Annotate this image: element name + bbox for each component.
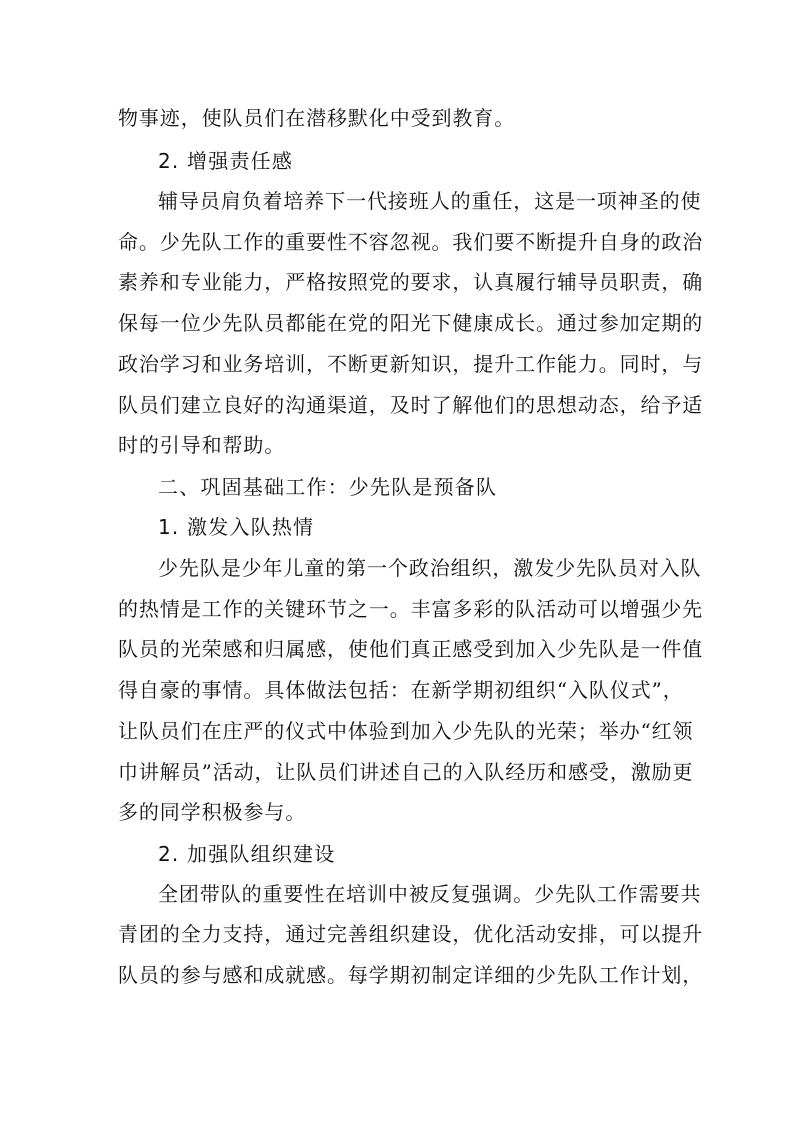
paragraph-line: 物事迹，使队员们在潜移默化中受到教育。 [118,106,516,130]
section-heading: 2. 增强责任感 [158,149,294,173]
paragraph-line: 辅导员肩负着培养下一代接班人的重任，这是一项神圣的使 [158,189,702,213]
paragraph-line: 青团的全力支持，通过完善组织建设，优化活动安排，可以提升 [118,922,704,946]
paragraph-line: 全团带队的重要性在培训中被反复强调。少先队工作需要共 [158,882,702,906]
paragraph-line: 队员的光荣感和归属感，使他们真正感受到加入少先队是一件值 [118,637,704,661]
paragraph-line: 队员的参与感和成就感。每学期初制定详细的少先队工作计划， [118,963,704,987]
subsection-heading: 1. 激发入队热情 [158,515,315,539]
paragraph-line: 素养和专业能力，严格按照党的要求，认真履行辅导员职责，确 [118,270,704,294]
paragraph-line: 保每一位少先队员都能在党的阳光下健康成长。通过参加定期的 [118,311,704,335]
paragraph-line: 巾讲解员”活动，让队员们讲述自己的入队经历和感受，激励更 [118,760,694,784]
paragraph-line: 少先队是少年儿童的第一个政治组织，激发少先队员对入队 [158,556,702,580]
paragraph-line: 多的同学积极参与。 [118,800,307,824]
paragraph-line: 的热情是工作的关键环节之一。丰富多彩的队活动可以增强少先 [118,597,704,621]
paragraph-line: 队员们建立良好的沟通渠道，及时了解他们的思想动态，给予适 [118,393,704,417]
paragraph-line: 政治学习和业务培训，不断更新知识，提升工作能力。同时，与 [118,352,704,376]
paragraph-line: 得自豪的事情。具体做法包括：在新学期初组织“入队仪式”， [118,678,684,702]
paragraph-line: 让队员们在庄严的仪式中体验到加入少先队的光荣；举办“红领 [118,719,694,743]
subsection-heading: 2. 加强队组织建设 [158,842,336,866]
paragraph-line: 命。少先队工作的重要性不容忽视。我们要不断提升自身的政治 [118,230,704,254]
paragraph-line: 时的引导和帮助。 [118,433,286,457]
section-heading: 二、巩固基础工作：少先队是预备队 [158,475,498,499]
